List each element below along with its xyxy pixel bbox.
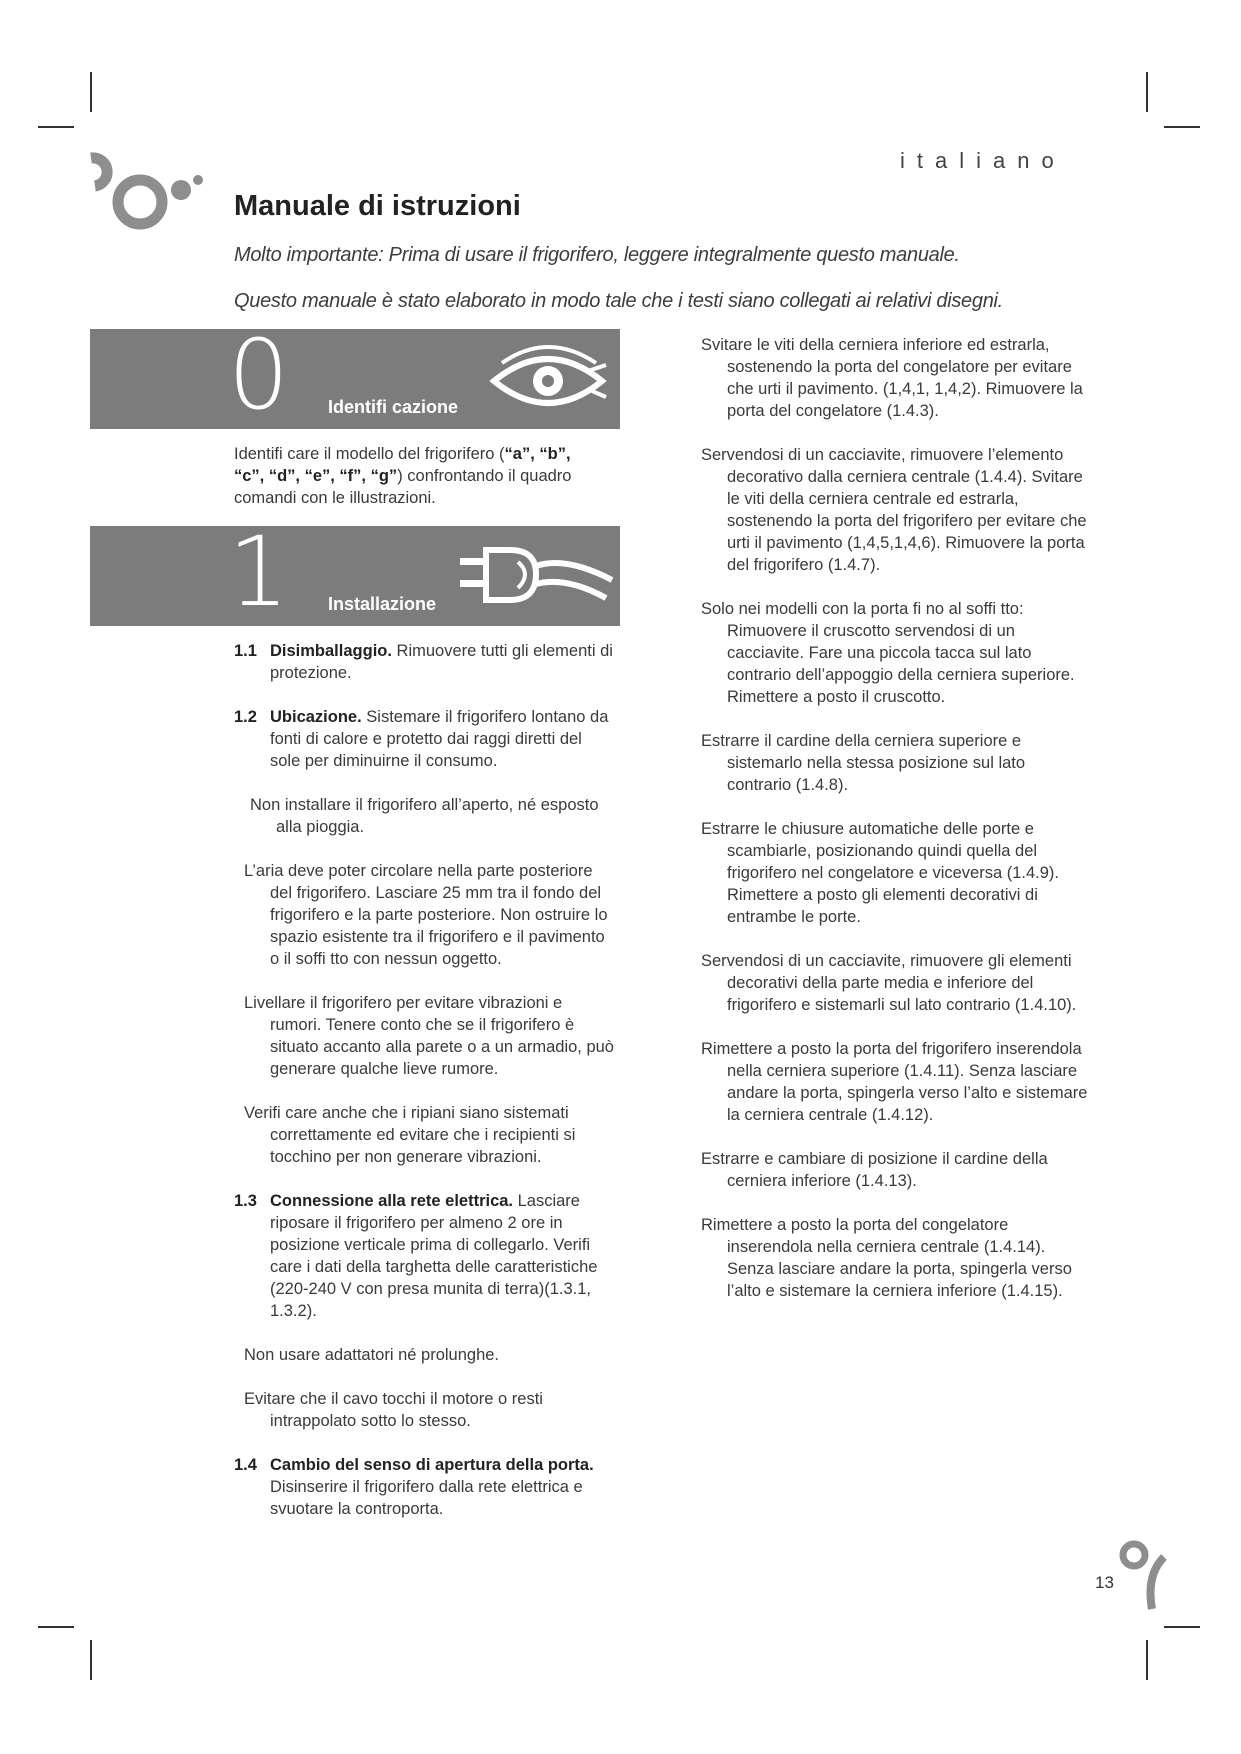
paragraph-level: Livellare il frigorifero per evitare vibrazioni e rumori. Tenere conto che se il frigorifero è situato accanto alla parete o a un armadio, può generare qualche lieve rumore.	[244, 994, 614, 1078]
paragraph-lower-pin: Estrarre e cambiare di posizione il cardine della cerniera inferiore (1.4.13).	[701, 1150, 1048, 1190]
paragraph-decorative-elements: Servendosi di un cacciavite, rimuovere gli elementi decorativi della parte media e inferiore del frigorifero e sistemarli sul lato contrario (1.4.10).	[701, 952, 1077, 1014]
intro-description: Questo manuale è stato elaborato in modo tale che i testi siano collegati ai relativi disegni.	[234, 290, 1003, 312]
paragraph-refit-freezer-door: Rimettere a posto la porta del congelatore inserendola nella cerniera centrale (1.4.14). Senza lasciare andare la porta, spingerla verso l’alto e sistemare la cerniera inferiore (1.4.15).	[701, 1216, 1072, 1300]
section-1-2: 1.2 Ubicazione. Sistemare il frigorifero lontano da fonti di calore e protetto dai raggi diretti del sole per diminuirne il consumo.	[234, 708, 609, 770]
right-column	[701, 334, 1091, 1302]
paragraph-central-hinge: Servendosi di un cacciavite, rimuovere l’elemento decorativo dalla cerniera centrale (1.4.4). Svitare le viti della cerniera centrale ed estrarla, sostenendo la porta del frigorifero per evitare che urti il pavimento (1,4,5,1,4,6). Rimuovere la porta del frigorifero (1.4.7).	[701, 446, 1087, 574]
paragraph-cable: Evitare che il cavo tocchi il motore o resti intrappolato sotto lo stesso.	[244, 1390, 543, 1430]
section-number: 1	[228, 516, 290, 628]
crop-mark	[90, 72, 92, 112]
crop-mark	[38, 126, 74, 128]
footer-logo-icon	[1118, 1535, 1168, 1610]
paragraph-upper-hinge: Estrarre il cardine della cerniera superiore e sistemarlo nella stessa posizione sul lato contrario (1.4.8).	[701, 732, 1026, 794]
eye-icon	[488, 341, 608, 417]
crop-mark	[1164, 126, 1200, 128]
section-1-4: 1.4 Cambio del senso di apertura della porta. Disinserire il frigorifero dalla rete elettrica e svuotare la controporta.	[234, 1456, 594, 1518]
crop-mark	[38, 1626, 74, 1628]
brand-logo-icon	[85, 150, 210, 240]
paragraph-adapters: Non usare adattatori né prolunghe.	[244, 1346, 500, 1364]
paragraph-ceiling-models: Solo nei modelli con la porta fi no al soffi tto: Rimuovere il cruscotto servendosi di un cacciavite. Fare una piccola tacca sul lato contrario dell’appoggio della cerniera superiore. Rimettere a posto il cruscotto.	[701, 600, 1075, 706]
language-label: italiano	[900, 148, 1066, 173]
section-banner-installation	[90, 516, 620, 628]
section-label: Identifi cazione	[328, 397, 459, 417]
paragraph-outdoor: Non installare il frigorifero all’aperto, né esposto alla pioggia.	[250, 796, 599, 836]
page-title: Manuale di istruzioni	[234, 190, 521, 222]
left-column	[234, 640, 614, 1520]
section-banner-identification	[90, 319, 620, 431]
paragraph-door-closures: Estrarre le chiusure automatiche delle porte e scambiarle, posizionando quindi quella del frigorifero nel congelatore e viceversa (1.4.9). Rimettere a posto gli elementi decorativi di entrambe le porte.	[701, 820, 1059, 926]
crop-mark	[1146, 1640, 1148, 1680]
page-number: 13	[1095, 1573, 1114, 1592]
intro-important: Molto importante: Prima di usare il frigorifero, leggere integralmente questo manuale.	[234, 244, 960, 266]
section-1-1: 1.1 Disimballaggio. Rimuovere tutti gli elementi di protezione.	[234, 642, 613, 682]
crop-mark	[1146, 72, 1148, 112]
paragraph-shelves: Verifi care anche che i ripiani siano sistemati correttamente ed evitare che i recipienti si tocchino per non generare vibrazioni.	[244, 1104, 576, 1166]
crop-mark	[90, 1640, 92, 1680]
paragraph-air: L’aria deve poter circolare nella parte posteriore del frigorifero. Lasciare 25 mm tra il fondo del frigorifero e la parte posteriore. Non ostruire lo spazio esistente tra il frigorifero e il pavimento o il soffi tto con nessun oggetto.	[244, 862, 608, 968]
section-label: Installazione	[328, 594, 437, 614]
section-1-3: 1.3 Connessione alla rete elettrica. Lasciare riposare il frigorifero per almeno 2 ore in posizione verticale prima di collegarlo. Verifi care i dati della targhetta delle caratteristiche (220-240 V con presa munita di terra)(1.3.1, 1.3.2).	[234, 1192, 598, 1320]
plug-icon	[456, 536, 616, 616]
paragraph-refit-fridge-door: Rimettere a posto la porta del frigorifero inserendola nella cerniera superiore (1.4.11). Senza lasciare andare la porta, spingerla verso l’alto e sistemare la cerniera centrale (1.4.12).	[701, 1040, 1088, 1124]
paragraph-lower-hinge: Svitare le viti della cerniera inferiore ed estrarla, sostenendo la porta del congelatore per evitare che urti il pavimento. (1,4,1, 1,4,2). Rimuovere la porta del congelatore (1.4.3).	[701, 336, 1083, 420]
crop-mark	[1164, 1626, 1200, 1628]
identification-paragraph: Identifi care il modello del frigorifero (“a”, “b”, “c”, “d”, “e”, “f”, “g”) confrontando il quadro comandi con le illustrazioni.	[234, 445, 572, 507]
section-number: 0	[228, 319, 290, 431]
